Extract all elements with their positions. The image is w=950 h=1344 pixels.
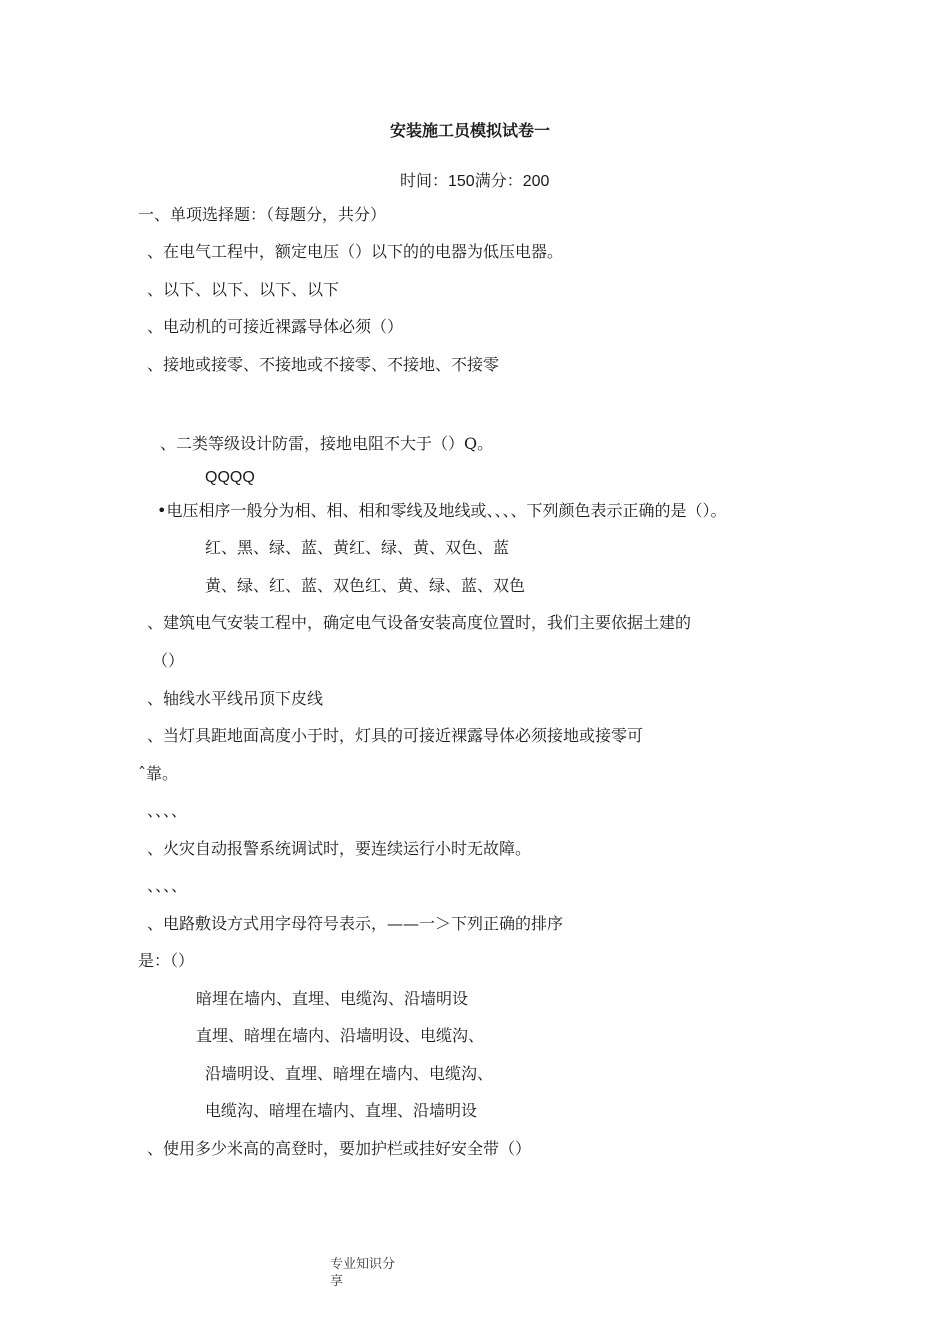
option-line: 黄、绿、红、蓝、双色红、黄、绿、蓝、双色 xyxy=(205,576,526,595)
footer-text: 享 xyxy=(330,1274,344,1289)
option-line: 红、黑、绿、蓝、黄红、绿、黄、双色、蓝 xyxy=(205,538,510,557)
option-line: 、、、、 xyxy=(147,876,188,895)
question-line: 、火灾自动报警系统调试时，要连续运行小时无故障。 xyxy=(147,839,532,858)
option-line: 、轴线水平线吊顶下皮线 xyxy=(147,689,324,708)
question-line: 、电路敷设方式用字母符号表示，——一＞下列正确的排序 xyxy=(147,914,564,933)
footer-text: 专业知识分 xyxy=(330,1257,396,1272)
option-line: 沿墙明设、直埋、暗埋在墙内、电缆沟、 xyxy=(205,1064,494,1083)
section-heading: 一、单项选择题：（每题分，共分） xyxy=(138,205,387,224)
exam-meta: 时间：150满分：200 xyxy=(400,173,550,190)
question-line: 、建筑电气安装工程中，确定电气设备安装高度位置时，我们主要依据土建的 xyxy=(147,613,692,632)
question-line: •电压相序一般分为相、相、相和零线及地线或、、、、下列颜色表示正确的是（）。 xyxy=(157,501,727,520)
question-line: （） xyxy=(152,651,185,670)
question-line: 是：（） xyxy=(138,951,195,970)
option-line: 暗埋在墙内、直埋、电缆沟、沿墙明设 xyxy=(196,989,469,1008)
option-line: 、接地或接零、不接地或不接零、不接地、不接零 xyxy=(147,355,500,374)
option-line: 电缆沟、暗埋在墙内、直埋、沿墙明设 xyxy=(205,1101,478,1120)
question-line: 、使用多少米高的高登时，要加护栏或挂好安全带（） xyxy=(147,1139,532,1158)
option-line: QQQQ xyxy=(205,469,255,486)
question-line: 、在电气工程中，额定电压（）以下的的电器为低压电器。 xyxy=(147,242,564,261)
question-line: 、电动机的可接近裸露导体必须（） xyxy=(147,317,404,336)
option-line: 、以下、以下、以下、以下 xyxy=(147,280,340,299)
question-line: 、二类等级设计防雷，接地电阻不大于（）Q。 xyxy=(160,434,494,453)
question-line: 、当灯具距地面高度小于时，灯具的可接近裸露导体必须接地或接零可 xyxy=(147,726,644,745)
option-line: 直埋、暗埋在墙内、沿墙明设、电缆沟、 xyxy=(196,1026,485,1045)
question-line: ˆ靠。 xyxy=(138,764,179,783)
document-title: 安装施工员模拟试卷一 xyxy=(390,121,551,140)
option-line: 、、、、 xyxy=(147,801,188,820)
